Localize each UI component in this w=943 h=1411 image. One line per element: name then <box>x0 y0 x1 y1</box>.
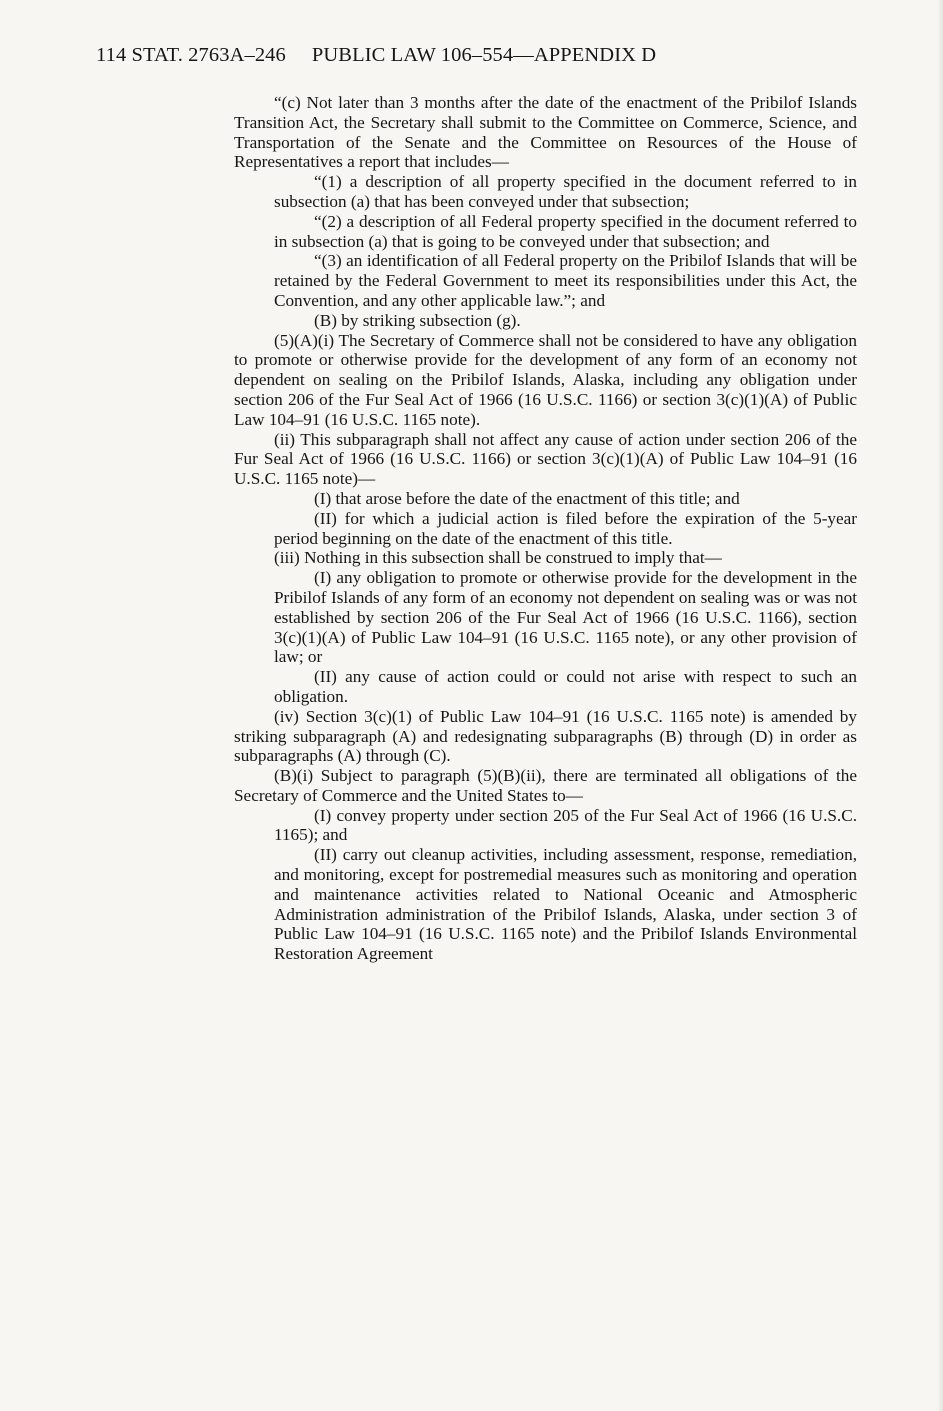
paragraph-5-a-iv: (iv) Section 3(c)(1) of Public Law 104–91 (16 U.S.C. 1165 note) is amended by striking subparagraph (A) and redesignating subparagraphs (B) through (D) in order as subparagraphs (A) through (C). <box>234 706 857 766</box>
paragraph-5-b-i: (B)(i) Subject to paragraph (5)(B)(ii), there are terminated all obligations of the Secretary of Commerce and the United States to— <box>234 766 857 805</box>
paragraph-5-a-ii: (ii) This subparagraph shall not affect any cause of action under section 206 of the Fur Seal Act of 1966 (16 U.S.C. 1166) or section 3(c)(1)(A) of Public Law 104–91 (16 U.S.C. 1165 note)— <box>234 429 857 489</box>
page-edge-shadow <box>937 0 943 1411</box>
page-title: PUBLIC LAW 106–554—APPENDIX D <box>311 44 657 66</box>
paragraph-5-b-i-I: (I) convey property under section 205 of the Fur Seal Act of 1966 (16 U.S.C. 1165); and <box>274 805 857 845</box>
paragraph-5-a-i: (5)(A)(i) The Secretary of Commerce shall not be considered to have any obligation to promote or otherwise provide for the development of any form of an economy not dependent on sealing on the Pribilof Islands, Alaska, including any obligation under section 206 of the Fur Seal Act of 1966 (16 U.S.C. 1166) or section 3(c)(1)(A) of Public Law 104–91 (16 U.S.C. 1165 note). <box>234 330 857 429</box>
paragraph-5-a-iii-II: (II) any cause of action could or could not arise with respect to such an obligation. <box>274 667 857 706</box>
paragraph-b-strike: (B) by striking subsection (g). <box>314 310 521 330</box>
document-body <box>234 93 857 964</box>
paragraph-5-a-ii-I: (I) that arose before the date of the enactment of this title; and <box>314 488 740 508</box>
page-header <box>96 44 656 67</box>
paragraph-c-1: “(1) a description of all property specified in the document referred to in subsection (a) that has been conveyed under that subsection; <box>274 172 857 211</box>
paragraph-5-a-iii-I: (I) any obligation to promote or otherwise provide for the development in the Pribilof Islands of any form of an economy not dependent on sealing was or was not established by section 206 of the Fur Seal Act of 1966 (16 U.S.C. 1166), section 3(c)(1)(A) of Public Law 104–91 (16 U.S.C. 1165 note), or any other provision of law; or <box>274 568 857 667</box>
paragraph-5-a-iii: (iii) Nothing in this subsection shall be construed to imply that— <box>274 548 722 568</box>
paragraph-5-b-i-II: (II) carry out cleanup activities, including assessment, response, remediation, and monitoring, except for postremedial measures such as monitoring and operation and maintenance activities related to National Oceanic and Atmospheric Administration administration of the Pribilof Islands, Alaska, under section 3 of Public Law 104–91 (16 U.S.C. 1165 note) and the Pribilof Islands Environmental Restoration Agreement <box>274 845 857 964</box>
statute-citation: 114 STAT. 2763A–246 <box>96 44 286 66</box>
paragraph-c-3: “(3) an identification of all Federal property on the Pribilof Islands that will be retained by the Federal Government to meet its responsibilities under this Act, the Convention, and any other applicable law.”; and <box>274 251 857 310</box>
paragraph-5-a-ii-II: (II) for which a judicial action is filed before the expiration of the 5-year period beginning on the date of the enactment of this title. <box>274 508 857 548</box>
paragraph-c-2: “(2) a description of all Federal property specified in the document referred to in subsection (a) that is going to be conveyed under that subsection; and <box>274 211 857 251</box>
paragraph-c: “(c) Not later than 3 months after the date of the enactment of the Pribilof Islands Transition Act, the Secretary shall submit to the Committee on Commerce, Science, and Transportation of the Senate and the Committee on Resources of the House of Representatives a report that includes— <box>234 93 857 172</box>
